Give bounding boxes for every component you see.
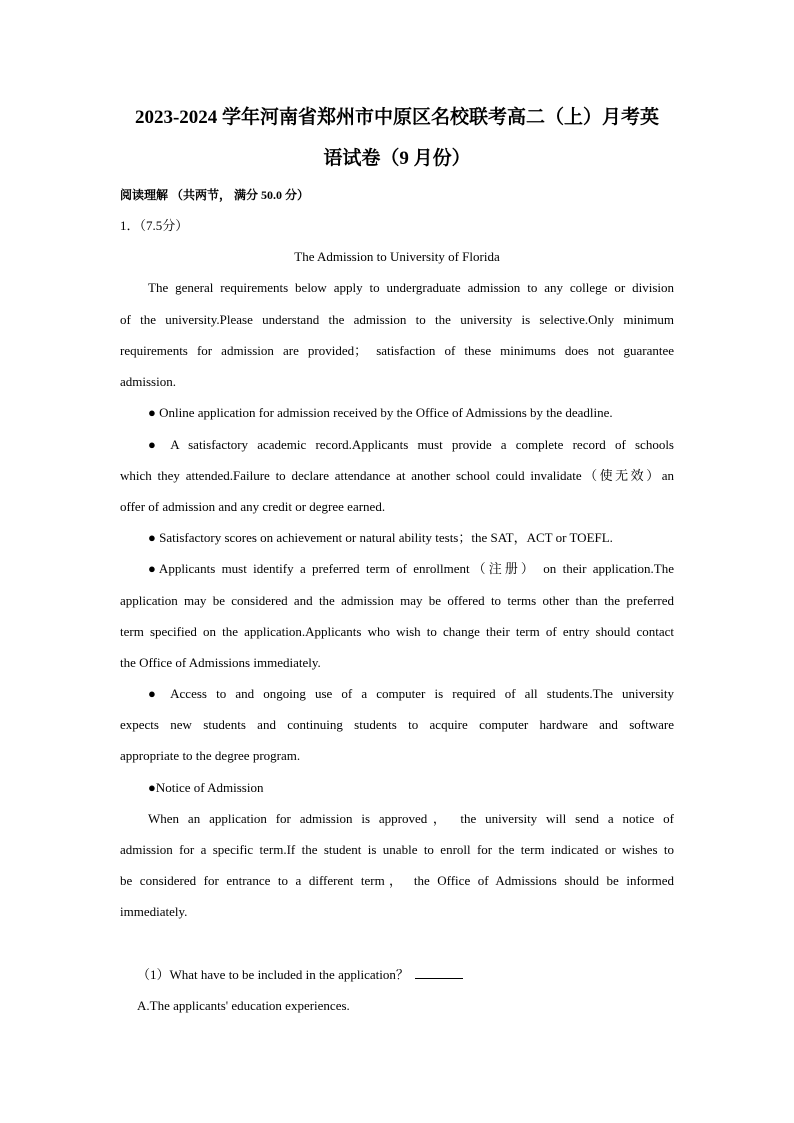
- bullet-line: ● Satisfactory scores on achievement or natural ability tests；the SAT，ACT or TOEFL.: [148, 530, 613, 545]
- bullet-line: ● Online application for admission received by the Office of Admissions by the deadline.: [148, 405, 613, 420]
- passage-line: admission for a specific term.If the student is unable to enroll for the term indicated or wishes to: [120, 842, 674, 857]
- option-a: A.The applicants' education experiences.: [137, 998, 350, 1013]
- passage-line: offer of admission and any credit or degree earned.: [120, 499, 386, 514]
- sub-question-text: （1）What have to be included in the application？: [137, 967, 409, 982]
- answer-blank[interactable]: [415, 966, 463, 979]
- passage-line: which they attended.Failure to declare attendance at another school could invalidate（使无效）an: [120, 468, 674, 483]
- sub-question: [137, 966, 674, 984]
- exam-title-line-2: 语试卷（9 月份）: [323, 148, 471, 169]
- passage-line: admission.: [120, 374, 176, 389]
- passage-line: The general requirements below apply to undergraduate admission to any college or division: [148, 280, 674, 295]
- bullet-line: ● A satisfactory academic record.Applicants must provide a complete record of schools: [148, 437, 674, 452]
- passage-line: immediately.: [120, 904, 188, 919]
- bullet-line: ● Access to and ongoing use of a computer is required of all students.The university: [148, 686, 674, 701]
- passage-line: of the university.Please understand the admission to the university is selective.Only minimum: [120, 312, 674, 327]
- passage-line: appropriate to the degree program.: [120, 748, 301, 763]
- bullet-line: ●Notice of Admission: [148, 780, 264, 795]
- exam-title-line-1: 2023-2024 学年河南省郑州市中原区名校联考高二（上）月考英: [134, 107, 660, 128]
- bullet-line: ●Applicants must identify a preferred term of enrollment（注册） on their application.The: [148, 561, 674, 576]
- passage-line: expects new students and continuing students to acquire computer hardware and software: [120, 717, 674, 732]
- question-number: 1．（7.5分）: [120, 218, 189, 233]
- passage-title: The Admission to University of Florida: [294, 249, 500, 264]
- passage-line: the Office of Admissions immediately.: [120, 655, 321, 670]
- passage-line: requirements for admission are provided； satisfaction of these minimums does not guarantee: [120, 343, 674, 358]
- passage-line: be considered for entrance to a different term， the Office of Admissions should be informed: [120, 873, 674, 888]
- passage-line: term specified on the application.Applicants who wish to change their term of entry should contact: [120, 624, 674, 639]
- passage-line: application may be considered and the admission may be offered to terms other than the preferred: [120, 593, 674, 608]
- section-heading: 阅读理解 （共两节， 满分 50.0 分）: [120, 188, 310, 202]
- passage-line: When an application for admission is approved， the university will send a notice of: [148, 811, 674, 826]
